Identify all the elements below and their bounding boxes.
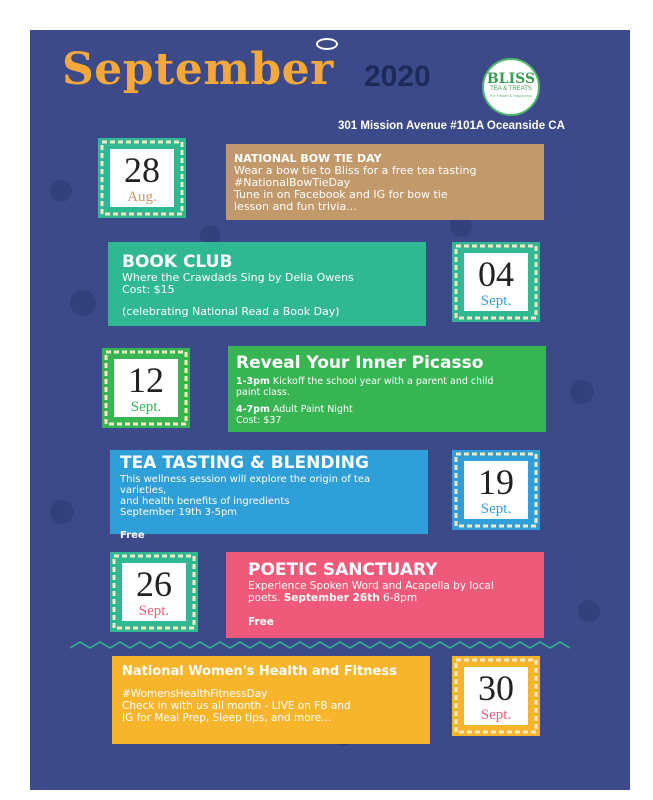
- logo-name: BLISS: [486, 71, 536, 87]
- date-badge-sept-12: [102, 348, 190, 428]
- event-title: National Women's Health and Fitness: [122, 664, 397, 679]
- event-title: NATIONAL BOW TIE DAY: [234, 152, 382, 165]
- event-date: September 26th: [283, 592, 380, 604]
- bliss-logo: [482, 58, 540, 116]
- date-month: Sept.: [480, 293, 512, 309]
- event-card-inner-picasso: [228, 346, 546, 432]
- event-price: Free: [120, 530, 145, 541]
- background-dot: [570, 380, 594, 404]
- event-time: 6-8pm: [383, 592, 418, 604]
- date-badge-sept-30: [452, 656, 540, 736]
- event-card-tea-tasting: [110, 450, 428, 541]
- date-month: Aug.: [127, 189, 157, 205]
- event-line: Experience Spoken Word and Acapella by local: [248, 580, 494, 592]
- background-dot: [70, 290, 96, 316]
- event-line: Kickoff the school year with a parent and child: [269, 376, 494, 387]
- event-line: and health benefits of ingredients: [120, 496, 290, 507]
- date-badge-sept-19: [452, 450, 540, 530]
- event-line: IG for Meal Prep, Sleep tips, and more...: [122, 712, 332, 724]
- event-line: Cost: $37: [236, 415, 282, 426]
- date-day: 12: [128, 360, 164, 400]
- event-line: #NationalBowTieDay: [234, 176, 351, 189]
- date-day: 19: [478, 462, 514, 502]
- background-dot: [50, 500, 74, 524]
- poster: [30, 30, 630, 790]
- event-time: 1-3pm: [236, 376, 270, 387]
- event-line: (celebrating National Read a Book Day): [122, 305, 340, 318]
- event-title: Reveal Your Inner Picasso: [236, 353, 484, 373]
- event-line: Adult Paint Night: [269, 404, 353, 415]
- logo-sub: TEA & TREATS: [490, 86, 532, 92]
- event-price: Free: [248, 616, 274, 628]
- logo-tag: For Health & Happiness: [489, 93, 533, 98]
- background-dot: [578, 600, 600, 622]
- event-card-poetic-sanctuary: [226, 552, 544, 638]
- event-time: 4-7pm: [236, 404, 270, 415]
- event-card-book-club: [108, 242, 426, 326]
- event-line: Check in with us all month - LIVE on FB and: [122, 700, 351, 712]
- date-month: Sept.: [130, 399, 162, 415]
- date-badge-sept-04: [452, 242, 540, 322]
- event-title: TEA TASTING & BLENDING: [120, 453, 369, 473]
- event-card-bow-tie-day: [226, 144, 544, 220]
- event-line: This wellness session will explore the origin of tea varieties,: [120, 474, 371, 496]
- event-line: Wear a bow tie to Bliss for a free tea tasting: [234, 164, 477, 177]
- event-line: paint class.: [236, 387, 290, 398]
- event-line: September 19th 3-5pm: [120, 507, 238, 518]
- event-title: BOOK CLUB: [122, 252, 233, 272]
- event-line: Tune in on Facebook and IG for bow tie: [234, 188, 448, 201]
- year: 2020: [364, 60, 431, 93]
- event-line: #WomensHealthFitnessDay: [122, 688, 268, 700]
- event-line: Cost: $15: [122, 283, 175, 296]
- event-line: lesson and fun trivia...: [234, 200, 357, 213]
- event-card-womens-health: [112, 656, 430, 744]
- date-day: 28: [124, 150, 160, 190]
- zigzag-divider-icon: [70, 640, 570, 650]
- page-title: September: [62, 44, 334, 95]
- event-line: poets.: [248, 592, 281, 604]
- date-badge-sept-26: [110, 552, 198, 632]
- date-day: 30: [478, 668, 514, 708]
- date-badge-aug-28: [98, 138, 186, 218]
- date-month: Sept.: [480, 501, 512, 517]
- address: 301 Mission Avenue #101A Oceanside CA: [338, 120, 565, 132]
- date-day: 26: [136, 564, 172, 604]
- event-title: POETIC SANCTUARY: [248, 560, 438, 580]
- date-month: Sept.: [480, 707, 512, 723]
- date-day: 04: [478, 254, 514, 294]
- date-month: Sept.: [138, 603, 170, 619]
- event-line: Where the Crawdads Sing by Delia Owens: [122, 271, 354, 284]
- background-dot: [50, 180, 72, 202]
